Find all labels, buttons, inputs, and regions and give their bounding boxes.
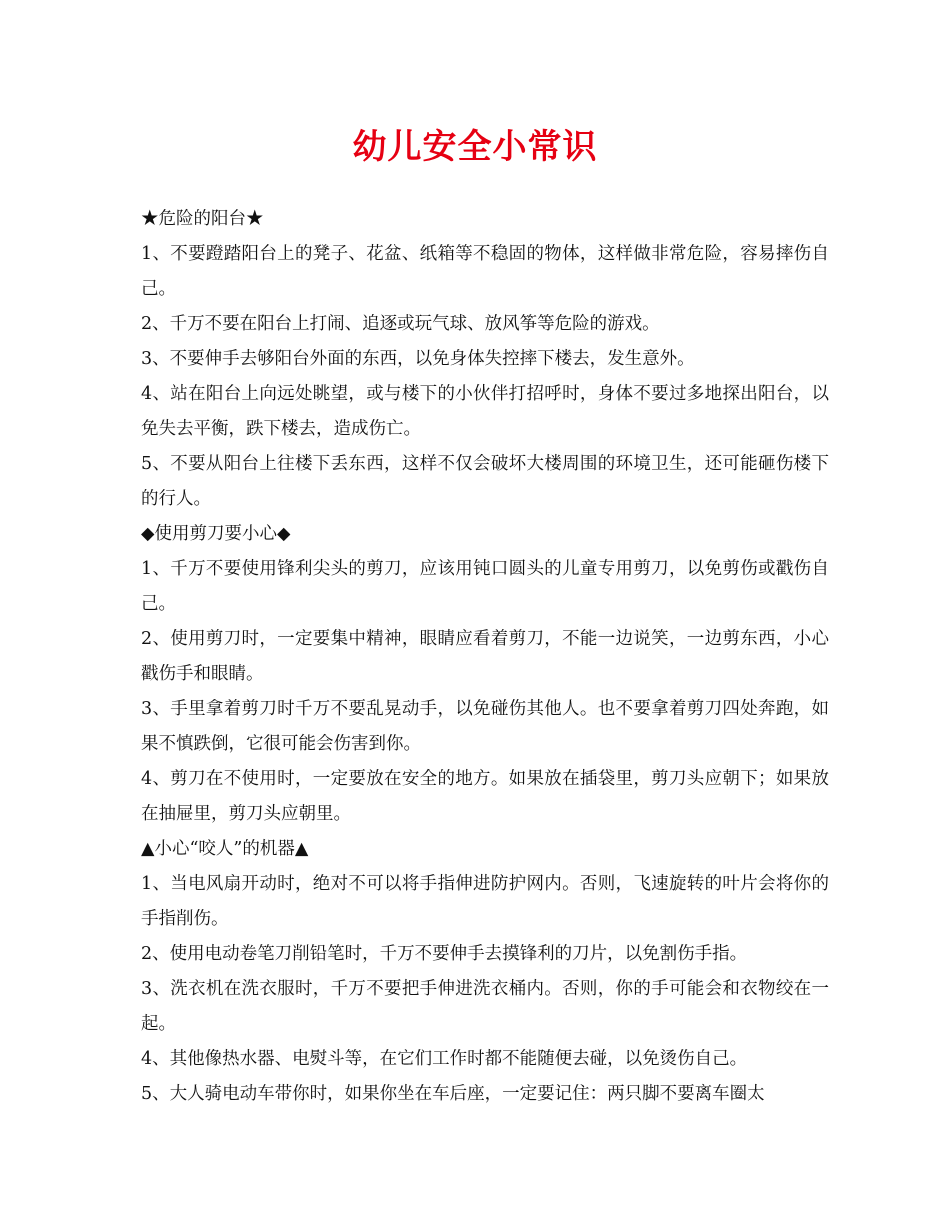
section-heading-machines: ▲小心“咬人”的机器▲ [141, 839, 309, 859]
paragraph-balcony-2: 2、千万不要在阳台上打闹、追逐或玩气球、放风筝等危险的游戏。 [141, 314, 660, 334]
paragraph-balcony-1: 1、不要蹬踏阳台上的凳子、花盆、纸箱等不稳固的物体，这样做非常危险，容易摔伤自己。 [141, 244, 829, 299]
paragraph-machines-4: 4、其他像热水器、电熨斗等，在它们工作时都不能随便去碰，以免烫伤自己。 [141, 1049, 748, 1069]
page-title: 幼儿安全小常识 [352, 127, 598, 167]
paragraph-scissors-2: 2、使用剪刀时，一定要集中精神，眼睛应看着剪刀，不能一边说笑，一边剪东西，小心戳伤手和眼睛。 [141, 629, 829, 684]
paragraph-machines-1: 1、当电风扇开动时，绝对不可以将手指伸进防护网内。否则，飞速旋转的叶片会将你的手指削伤。 [141, 874, 829, 929]
paragraph-scissors-4: 4、剪刀在不使用时，一定要放在安全的地方。如果放在插袋里，剪刀头应朝下；如果放在抽屉里，剪刀头应朝里。 [141, 769, 829, 824]
paragraph-balcony-5: 5、不要从阳台上往楼下丢东西，这样不仅会破坏大楼周围的环境卫生，还可能砸伤楼下的行人。 [141, 454, 829, 509]
paragraph-machines-3: 3、洗衣机在洗衣服时，千万不要把手伸进洗衣桶内。否则，你的手可能会和衣物绞在一起。 [141, 979, 829, 1034]
paragraph-balcony-4: 4、站在阳台上向远处眺望，或与楼下的小伙伴打招呼时，身体不要过多地探出阳台，以免失去平衡，跌下楼去，造成伤亡。 [141, 384, 829, 439]
paragraph-machines-2: 2、使用电动卷笔刀削铅笔时，千万不要伸手去摸锋利的刀片，以免割伤手指。 [141, 944, 748, 964]
paragraph-scissors-1: 1、千万不要使用锋利尖头的剪刀，应该用钝口圆头的儿童专用剪刀，以免剪伤或戳伤自己。 [141, 559, 829, 614]
section-heading-balcony: ★危险的阳台★ [141, 209, 264, 229]
paragraph-machines-5: 5、大人骑电动车带你时，如果你坐在车后座，一定要记住：两只脚不要离车圈太 [141, 1084, 765, 1104]
paragraph-balcony-3: 3、不要伸手去够阳台外面的东西，以免身体失控摔下楼去，发生意外。 [141, 349, 695, 369]
paragraph-scissors-3: 3、手里拿着剪刀时千万不要乱晃动手，以免碰伤其他人。也不要拿着剪刀四处奔跑，如果不慎跌倒，它很可能会伤害到你。 [141, 699, 829, 754]
section-heading-scissors: ◆使用剪刀要小心◆ [141, 524, 291, 544]
document-body [141, 202, 829, 1112]
